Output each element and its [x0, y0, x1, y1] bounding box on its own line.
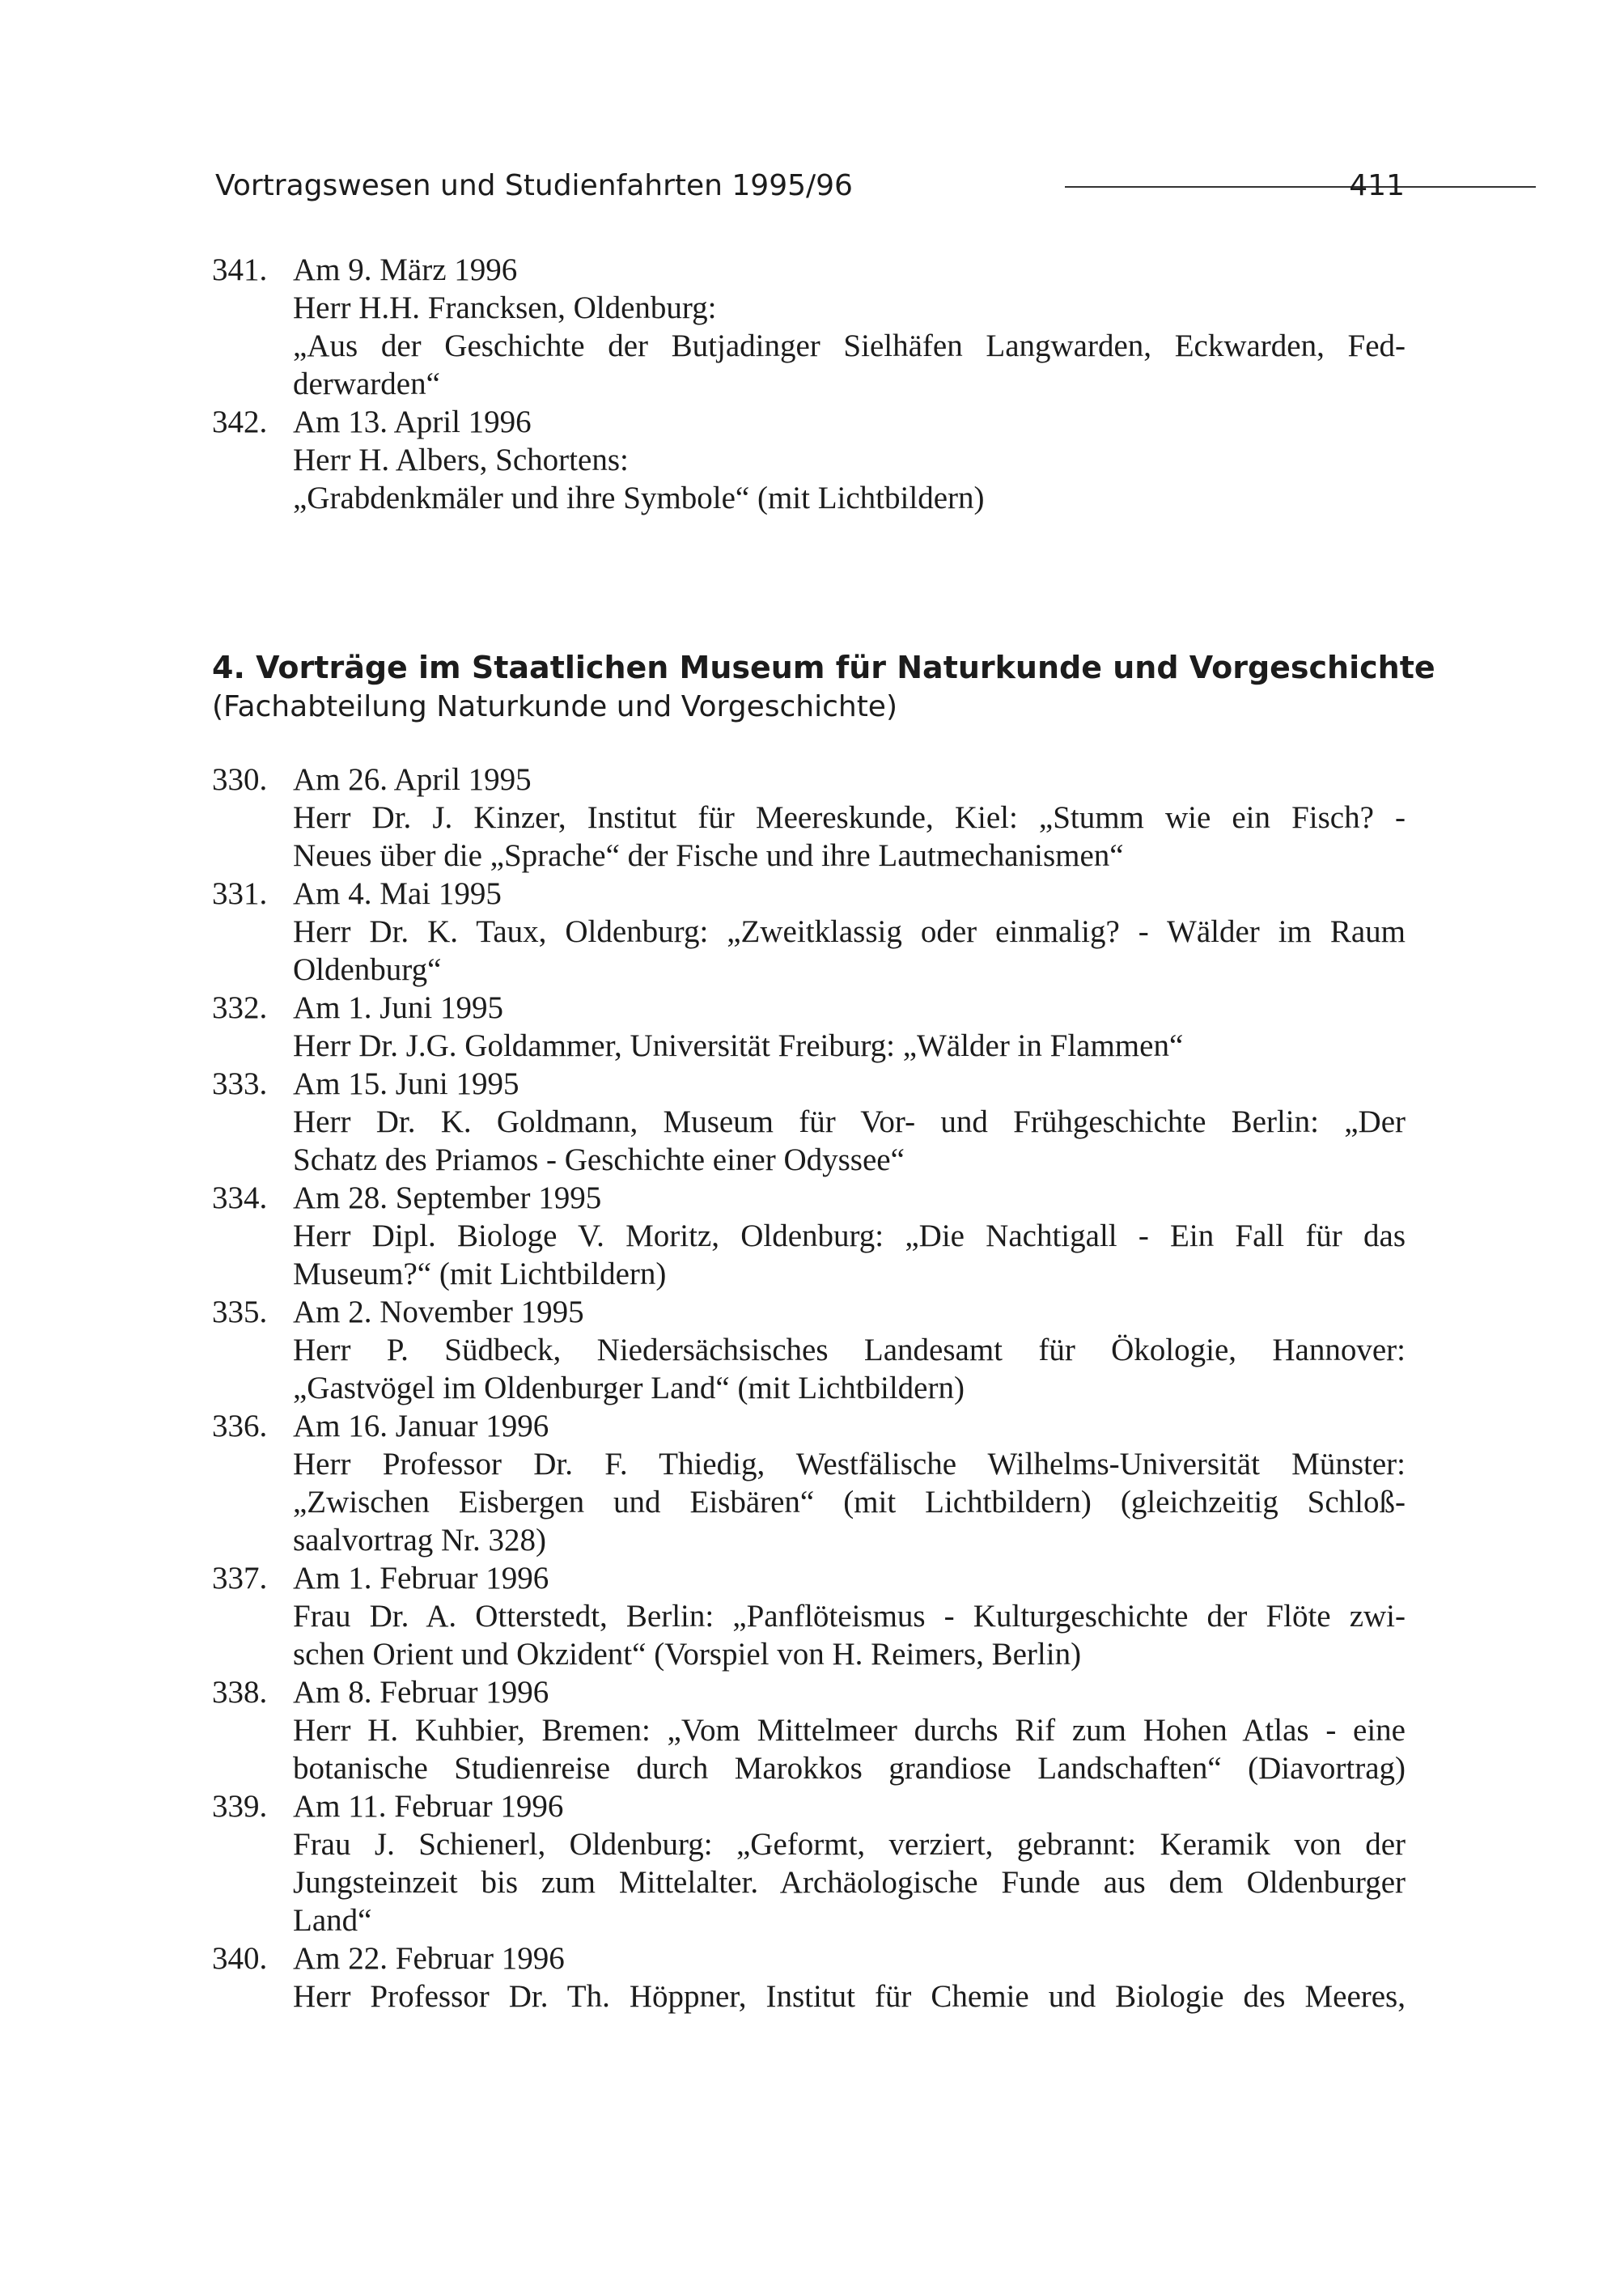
entry-334 [212, 1179, 1406, 1293]
entry-number: 332. [212, 990, 268, 1025]
entry-body [293, 1787, 1406, 1939]
entry-title-line: saalvortrag Nr. 328) [293, 1523, 546, 1558]
page-number: 411 [1349, 169, 1405, 202]
entry-340 [212, 1939, 1406, 2015]
entry-date: Am 8. Februar 1996 [293, 1675, 549, 1710]
entry-date: Am 2. November 1995 [293, 1295, 584, 1329]
entry-date: Am 16. Januar 1996 [293, 1409, 549, 1443]
entry-number: 339. [212, 1789, 268, 1824]
entry-335 [212, 1293, 1406, 1407]
entry-title-line: Neues über die „Sprache“ der Fische und ihre Lautmechanismen“ [293, 838, 1124, 873]
entry-title-line: „Aus der Geschichte der Butjadinger Sielhäfen Langwarden, Eckwarden, Fed- [293, 328, 1406, 363]
entry-body [293, 1179, 1406, 1293]
entry-330 [212, 761, 1406, 875]
entry-speaker: Herr Dr. J.G. Goldammer, Universität Freiburg: „Wälder in Flammen“ [293, 1028, 1184, 1063]
entry-title-line: schen Orient und Okzident“ (Vorspiel von H. Reimers, Berlin) [293, 1637, 1082, 1672]
entry-title-line: „Grabdenkmäler und ihre Symbole“ (mit Lichtbildern) [293, 481, 985, 515]
entry-date: Am 1. Juni 1995 [293, 990, 504, 1025]
entry-speaker: Herr Dr. K. Goldmann, Museum für Vor- und Frühgeschichte Berlin: „Der [293, 1104, 1406, 1139]
entry-body [293, 989, 1406, 1065]
entry-342 [212, 403, 1406, 517]
entry-speaker: Herr H. Albers, Schortens: [293, 443, 629, 477]
entry-body [293, 1559, 1406, 1673]
entry-number: 342. [212, 405, 268, 439]
entry-date: Am 26. April 1995 [293, 762, 532, 797]
entry-title-line: Jungsteinzeit bis zum Mittelalter. Archäologische Funde aus dem Oldenburger [293, 1865, 1406, 1900]
entry-333 [212, 1065, 1406, 1179]
entry-title-line: Schatz des Priamos - Geschichte einer Odyssee“ [293, 1142, 905, 1177]
entry-number: 330. [212, 762, 268, 797]
entry-speaker: Herr Professor Dr. F. Thiedig, Westfälische Wilhelms-Universität Münster: [293, 1447, 1406, 1481]
entry-speaker: Frau J. Schienerl, Oldenburg: „Geformt, verziert, gebrannt: Keramik von der [293, 1827, 1406, 1862]
entry-title-line: derwarden“ [293, 367, 440, 401]
entry-body [293, 875, 1406, 989]
section-subheading: (Fachabteilung Naturkunde und Vorgeschichte) [212, 690, 898, 723]
entry-332 [212, 989, 1406, 1065]
entry-speaker: Herr Dr. K. Taux, Oldenburg: „Zweitklassig oder einmalig? - Wälder im Raum [293, 914, 1406, 949]
entry-speaker: Herr Dipl. Biologe V. Moritz, Oldenburg: „Die Nachtigall - Ein Fall für das [293, 1219, 1406, 1253]
entry-date: Am 1. Februar 1996 [293, 1561, 549, 1596]
entry-body [293, 1407, 1406, 1559]
entry-number: 334. [212, 1180, 268, 1215]
entry-title-line: Oldenburg“ [293, 952, 442, 987]
entry-number: 340. [212, 1941, 268, 1976]
entry-speaker: Herr Professor Dr. Th. Höppner, Institut für Chemie und Biologie des Meeres, [293, 1979, 1406, 2014]
entry-body [293, 251, 1406, 403]
entry-number: 331. [212, 876, 268, 911]
entry-date: Am 11. Februar 1996 [293, 1789, 564, 1824]
running-head [215, 162, 1405, 210]
section-heading: 4. Vorträge im Staatlichen Museum für Naturkunde und Vorgeschichte [212, 650, 1435, 685]
entry-body [293, 1065, 1406, 1179]
entry-title-line: „Gastvögel im Oldenburger Land“ (mit Lichtbildern) [293, 1371, 965, 1405]
entry-number: 336. [212, 1409, 268, 1443]
entry-date: Am 28. September 1995 [293, 1180, 602, 1215]
entry-speaker: Herr Dr. J. Kinzer, Institut für Meereskunde, Kiel: „Stumm wie ein Fisch? - [293, 800, 1406, 835]
entry-body [293, 403, 1406, 517]
entry-331 [212, 875, 1406, 989]
entry-body [293, 1673, 1406, 1787]
entry-337 [212, 1559, 1406, 1673]
entry-number: 341. [212, 252, 268, 287]
entry-339 [212, 1787, 1406, 1939]
entry-date: Am 15. Juni 1995 [293, 1066, 519, 1101]
entry-body [293, 761, 1406, 875]
entry-number: 338. [212, 1675, 268, 1710]
entry-title-line: Land“ [293, 1903, 372, 1938]
entry-336 [212, 1407, 1406, 1559]
entry-date: Am 13. April 1996 [293, 405, 532, 439]
entry-speaker: Herr H. Kuhbier, Bremen: „Vom Mittelmeer durchs Rif zum Hohen Atlas - eine [293, 1713, 1406, 1748]
entry-number: 337. [212, 1561, 268, 1596]
entry-number: 335. [212, 1295, 268, 1329]
entry-date: Am 4. Mai 1995 [293, 876, 502, 911]
entry-title-line: „Zwischen Eisbergen und Eisbären“ (mit Lichtbildern) (gleichzeitig Schloß- [293, 1485, 1406, 1519]
entry-341 [212, 251, 1406, 403]
entry-number: 333. [212, 1066, 268, 1101]
running-head-title: Vortragswesen und Studienfahrten 1995/96 [215, 169, 853, 202]
running-head-rule [1065, 186, 1536, 188]
entry-body [293, 1293, 1406, 1407]
entry-date: Am 22. Februar 1996 [293, 1941, 565, 1976]
entry-title-line: botanische Studienreise durch Marokkos grandiose Landschaften“ (Diavortrag) [293, 1751, 1406, 1786]
entry-speaker: Herr H.H. Francksen, Oldenburg: [293, 290, 717, 325]
entry-title-line: Museum?“ (mit Lichtbildern) [293, 1257, 667, 1291]
entry-body [293, 1939, 1406, 2015]
entry-date: Am 9. März 1996 [293, 252, 518, 287]
entry-speaker: Frau Dr. A. Otterstedt, Berlin: „Panflöteismus - Kulturgeschichte der Flöte zwi- [293, 1599, 1406, 1634]
entry-speaker: Herr P. Südbeck, Niedersächsisches Landesamt für Ökologie, Hannover: [293, 1333, 1406, 1367]
entry-338 [212, 1673, 1406, 1787]
